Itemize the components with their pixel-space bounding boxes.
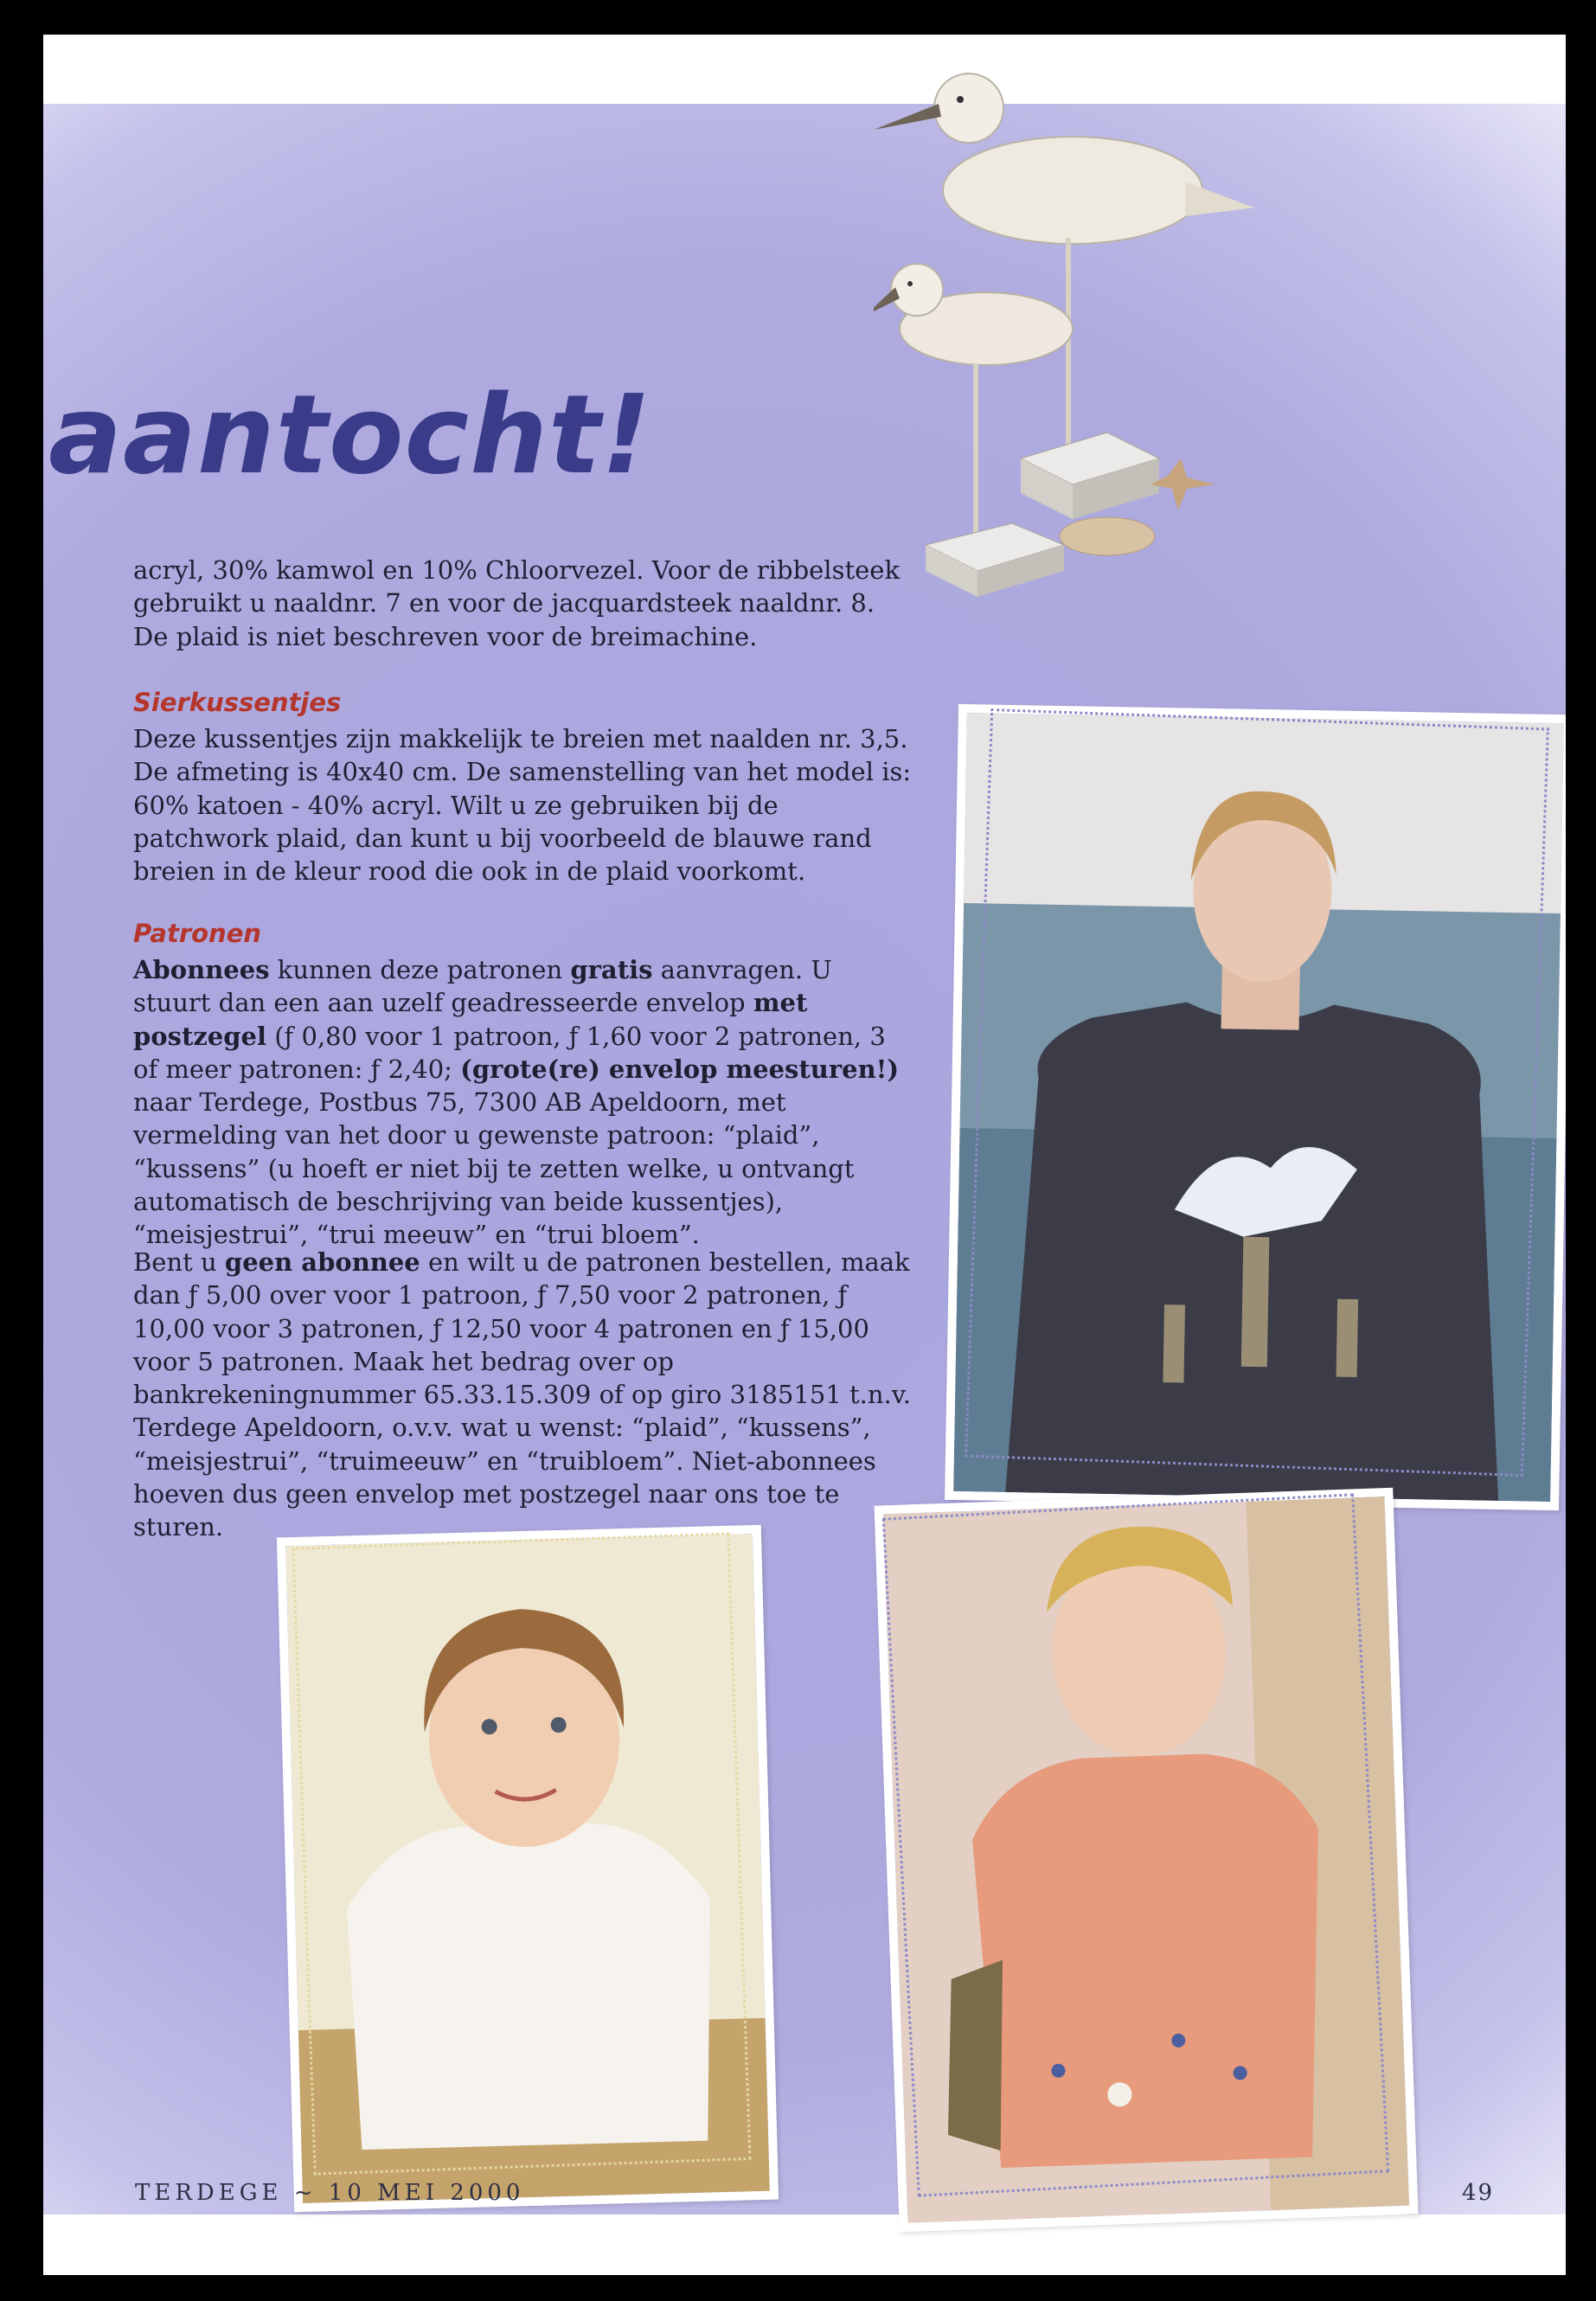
sierkussentjes-paragraph: Deze kussentjes zijn makkelijk te breien met naalden nr. 3,5. De afmeting is 40x40 cm. De samenstelling van het model is: 60% katoen - 40% acryl. Wilt u ze gebruiken bij de patchwork plaid, dan kunt u bij voorbeeld de blauwe rand breien in de kleur rood die ook in de plaid voorkomt. [133, 724, 912, 887]
photo-woman-flower-top [875, 1488, 1419, 2232]
p2-bold-geen-abonnee: geen abonnee [224, 1247, 420, 1277]
p1-bold-abonnees: Abonnees [133, 955, 270, 984]
p2-text-a: Bent u [133, 1247, 225, 1277]
p1-text-a: kunnen deze patronen [269, 955, 571, 984]
sierkussentjes-heading: Sierkussentjes [133, 688, 342, 717]
patronen-heading: Patronen [133, 919, 262, 948]
magazine-page [43, 35, 1566, 2275]
intro-paragraph: acryl, 30% kamwol en 10% Chloorvezel. Voor de ribbelsteek gebruikt u naaldnr. 7 en voor de jacquardsteek naaldnr. 8. De plaid is niet beschreven voor de breimachine. [133, 555, 901, 651]
p2-text-b: en wilt u de patronen bestellen, maak dan ƒ 5,00 over voor 1 patroon, ƒ 7,50 voor 2 patronen, ƒ 10,00 voor 3 patronen, ƒ 12,50 voor 4 patronen en ƒ 15,00 voor 5 patronen. Maak het bedrag over op bankrekeningnummer 65.33.15.309 of op giro 3185151 t.n.v. Terdege Apeldoorn, o.v.v. wat u wenst: “plaid”, “kussens”, “meisjestrui”, “truimeeuw” en “truibloem”. Niet-abonnees hoeven dus geen envelop met postzegel naar ons toe te sturen. [133, 1247, 911, 1542]
footer-page-number: 49 [1462, 2180, 1495, 2206]
headline: aantocht! [48, 371, 652, 498]
photo-woman-seagull-sweater [945, 704, 1566, 1510]
p1-bold-envelop: (grote(re) envelop meesturen!) [460, 1054, 900, 1084]
p1-bold-gratis: gratis [570, 955, 653, 984]
p1-text-c: (ƒ 0,80 voor 1 patroon, ƒ 1,60 voor 2 patronen, 3 of meer patronen: ƒ 2,40; [133, 1021, 886, 1084]
p1-bold-postzegel: met postzegel [133, 988, 808, 1051]
patronen-paragraph-2 [133, 1246, 912, 1543]
p1-text-d: naar Terdege, Postbus 75, 7300 AB Apeldoorn, met vermelding van het door u gewenste patroon: “plaid”, “kussens” (u hoeft er niet bij te zetten welke, u ontvangt automatisch de beschrijving van beide kussentjes), “meisjestrui”, “trui meeuw” en “trui bloem”. [133, 1087, 855, 1250]
photo-girl-white-sweater [277, 1525, 779, 2212]
footer-publication: TERDEGE ~ 10 MEI 2000 [135, 2180, 525, 2206]
bird-decoys-image [874, 52, 1324, 606]
patronen-paragraph-1 [133, 953, 912, 1251]
p1-text-b: aanvragen. U stuurt dan een aan uzelf geadresseerde envelop [133, 955, 832, 1018]
